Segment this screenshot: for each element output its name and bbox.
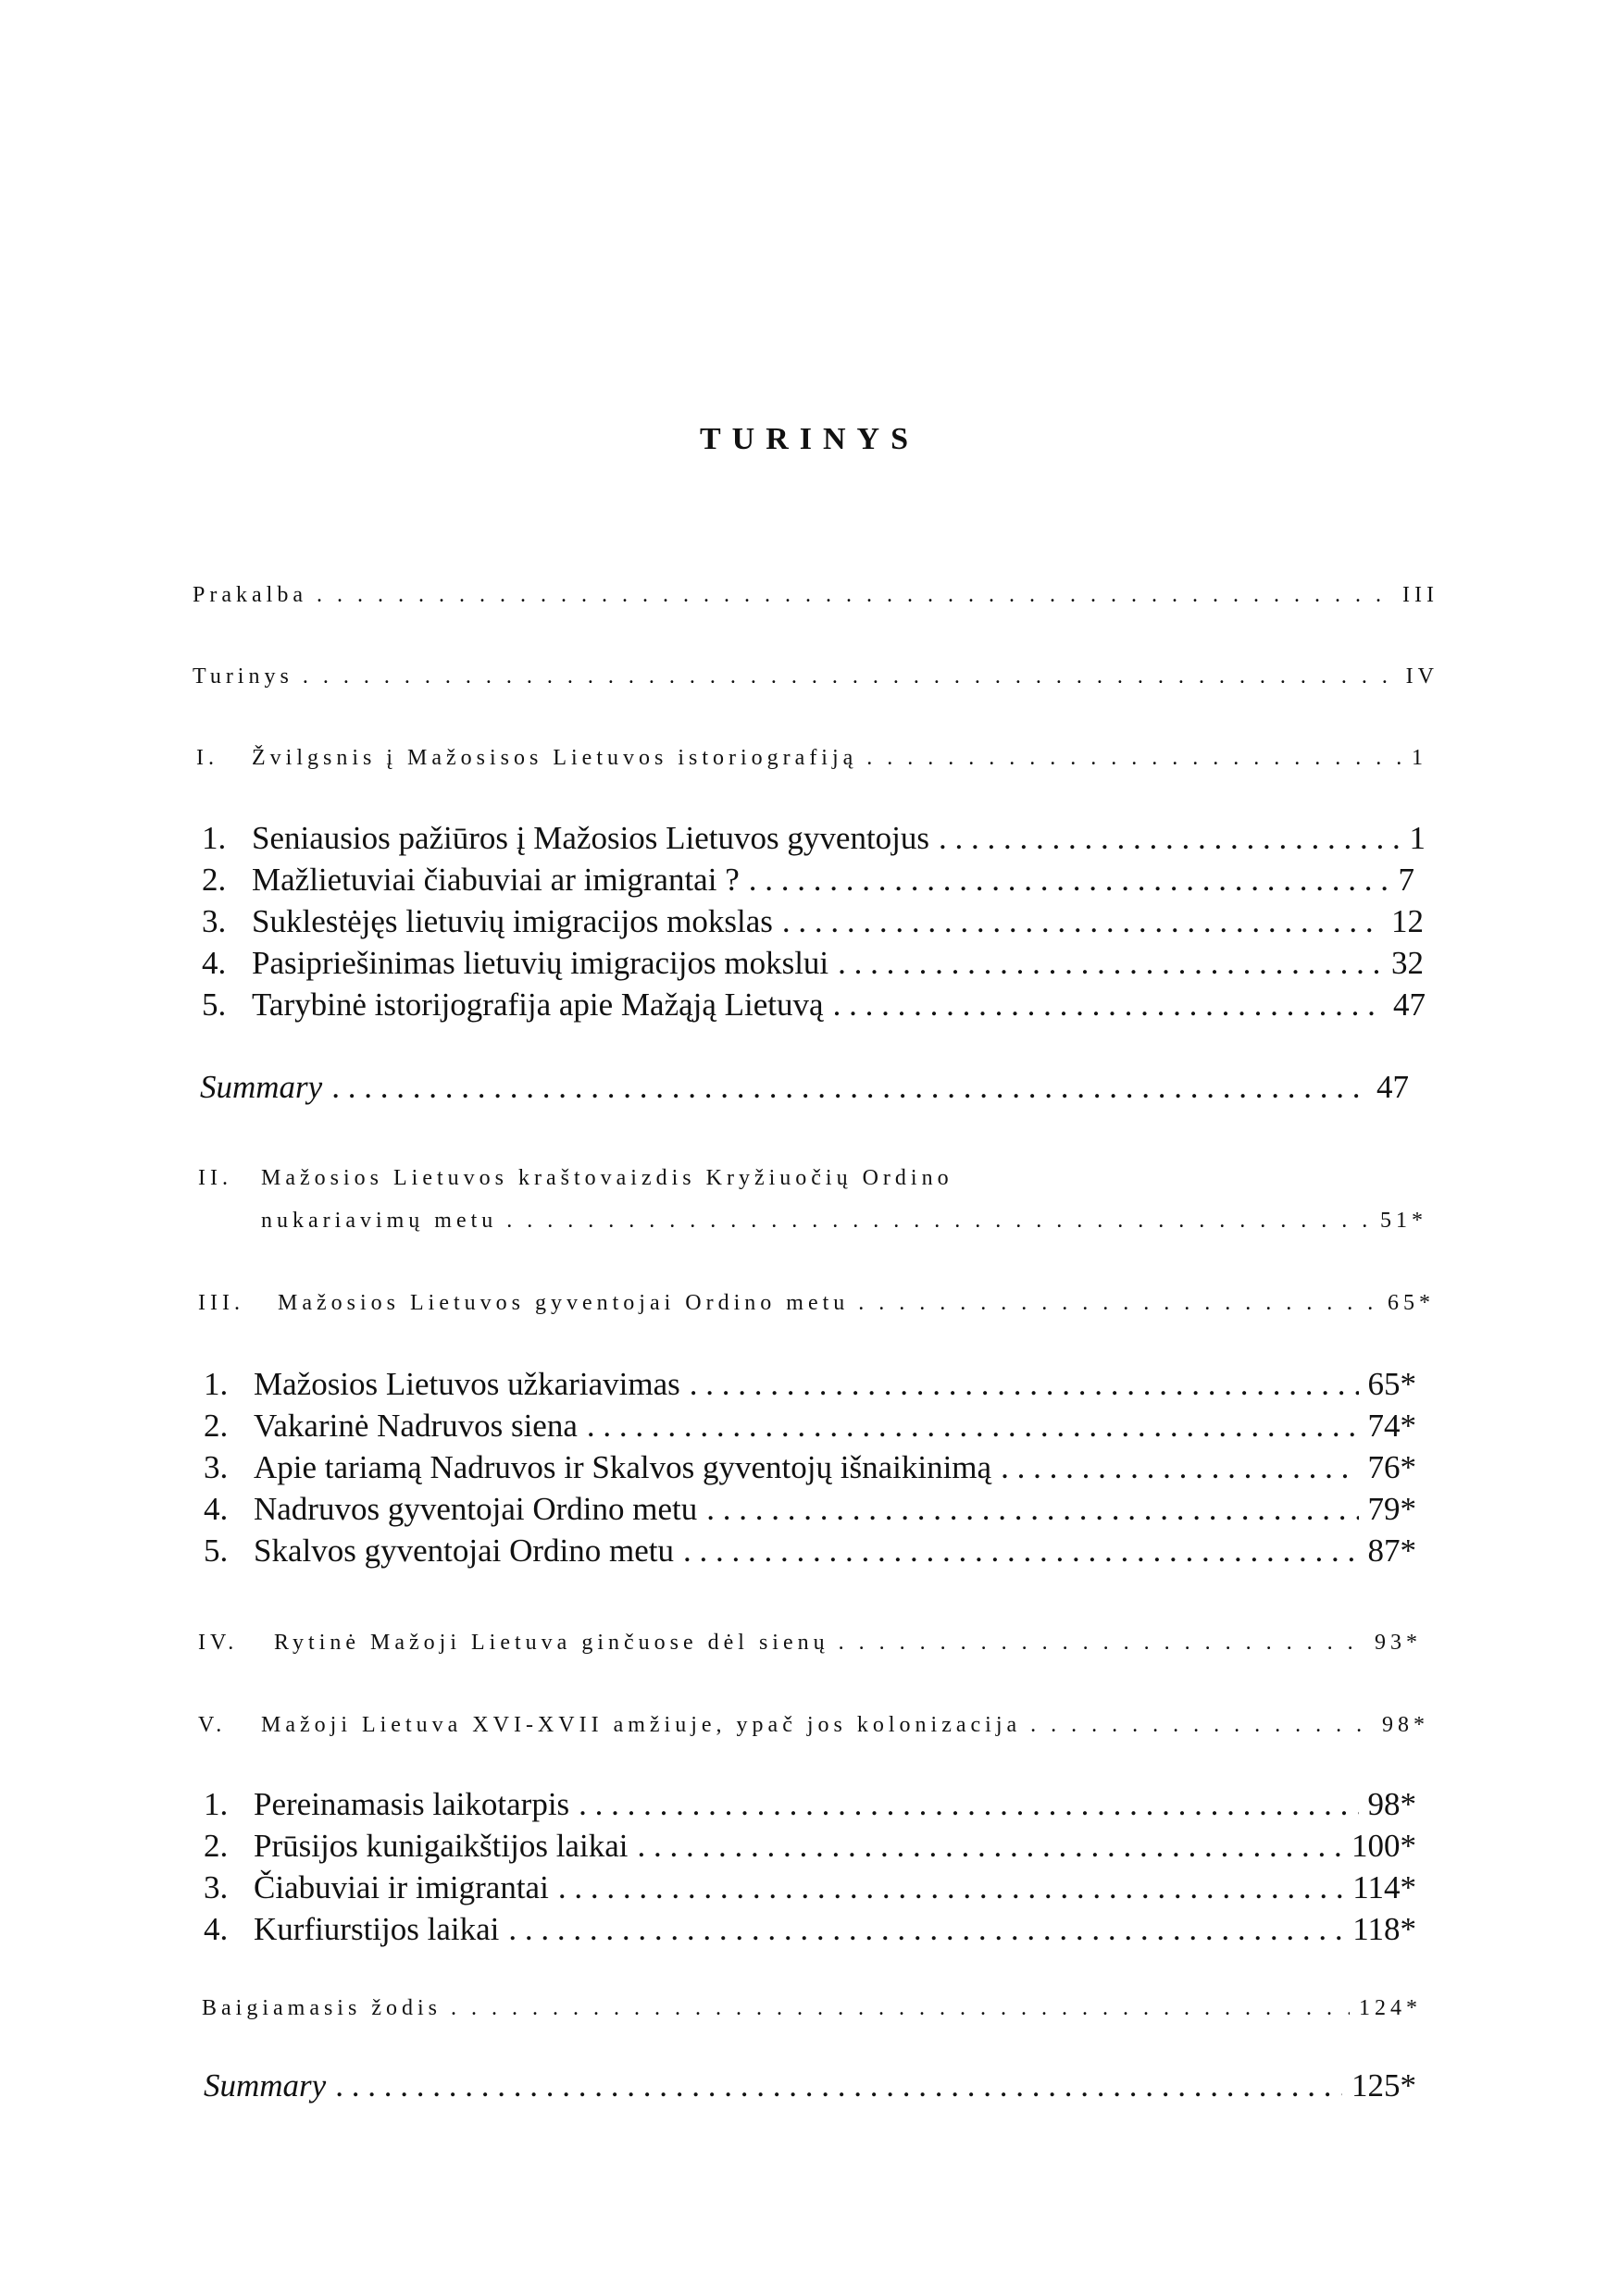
entry-page: 65*	[1388, 1291, 1435, 1315]
section-number: 3.	[204, 1449, 229, 1485]
entry-page: 1	[1409, 820, 1426, 856]
toc-summary-2[interactable]	[204, 2067, 1416, 2104]
toc-closing[interactable]	[202, 1996, 1422, 2021]
toc-chapter-2[interactable]	[261, 1209, 1427, 1234]
section-number: 4.	[204, 1911, 229, 1947]
leader-dots	[683, 1533, 1359, 1570]
toc-chapter-4[interactable]	[198, 1631, 1422, 1656]
entry-page: 124*	[1359, 1996, 1422, 2020]
toc-section[interactable]	[204, 1533, 1416, 1570]
entry-page: 93*	[1375, 1631, 1422, 1655]
toc-section[interactable]	[202, 945, 1424, 982]
toc-section[interactable]	[202, 987, 1426, 1024]
leader-dots	[331, 1069, 1367, 1106]
toc-section[interactable]	[204, 1869, 1416, 1906]
chapter-number: II.	[198, 1166, 232, 1190]
toc-chapter-3[interactable]	[198, 1291, 1435, 1316]
entry-page: 65*	[1367, 1366, 1416, 1402]
section-number: 2.	[202, 862, 227, 898]
entry-page: 76*	[1367, 1449, 1416, 1485]
leader-dots	[508, 1911, 1343, 1948]
entry-label: Summary	[200, 1069, 323, 1105]
section-number: 3.	[202, 903, 227, 939]
leader-dots	[303, 664, 1397, 689]
section-number: 2.	[204, 1828, 229, 1864]
entry-page: 1	[1412, 746, 1427, 770]
toc-summary-1[interactable]	[200, 1069, 1409, 1106]
section-title: Apie tariamą Nadruvos ir Skalvos gyventojų išnaikinimą	[254, 1449, 992, 1485]
leader-dots	[833, 987, 1384, 1024]
toc-entry-prakalba[interactable]	[193, 583, 1438, 608]
toc-section[interactable]	[202, 862, 1414, 899]
leader-dots	[838, 945, 1382, 982]
section-number: 1.	[202, 820, 227, 856]
toc-section[interactable]	[204, 1449, 1416, 1486]
entry-page: 87*	[1367, 1533, 1416, 1569]
leader-dots	[637, 1828, 1342, 1865]
entry-label: Summary	[204, 2067, 327, 2104]
section-number: 5.	[202, 987, 227, 1023]
toc-section[interactable]	[202, 903, 1424, 940]
entry-page: 98*	[1382, 1713, 1429, 1737]
entry-label: Baigiamasis žodis	[202, 1996, 442, 2020]
toc-section[interactable]	[202, 820, 1426, 857]
section-number: 4.	[202, 945, 227, 981]
chapter-title: Mažosios Lietuvos gyventojai Ordino metu	[278, 1291, 850, 1315]
section-number: 1.	[204, 1786, 229, 1822]
section-title: Vakarinė Nadruvos siena	[254, 1408, 578, 1444]
toc-section[interactable]	[204, 1828, 1416, 1865]
chapter-title: Mažoji Lietuva XVI-XVII amžiuje, ypač jos kolonizacija	[261, 1713, 1022, 1737]
entry-page: 47	[1393, 987, 1426, 1023]
section-title: Pereinamasis laikotarpis	[254, 1786, 570, 1822]
chapter-number: IV.	[198, 1631, 239, 1655]
toc-section[interactable]	[204, 1911, 1416, 1948]
chapter-title: Mažosios Lietuvos kraštovaizdis Kryžiuočių Ordino	[261, 1166, 953, 1190]
leader-dots	[1030, 1713, 1373, 1738]
entry-page: 12	[1391, 903, 1424, 939]
leader-dots	[749, 862, 1389, 899]
section-number: 4.	[204, 1491, 229, 1527]
entry-page: IV	[1405, 664, 1438, 689]
leader-dots	[335, 2067, 1342, 2104]
section-title: Pasipriešinimas lietuvių imigracijos mokslui	[252, 945, 829, 981]
section-title: Tarybinė istorijografija apie Mažąją Lietuvą	[252, 987, 824, 1023]
entry-page: 74*	[1367, 1408, 1416, 1444]
leader-dots	[506, 1209, 1371, 1234]
section-number: 2.	[204, 1408, 229, 1444]
toc-chapter-2-line1[interactable]	[198, 1166, 953, 1191]
chapter-title: Žvilgsnis į Mažosisos Lietuvos istoriografiją	[252, 746, 858, 770]
leader-dots	[782, 903, 1382, 940]
leader-dots	[858, 1291, 1378, 1316]
entry-page: III	[1402, 583, 1438, 607]
toc-entry-turinys[interactable]	[193, 664, 1438, 689]
section-title: Seniausios pažiūros į Mažosios Lietuvos gyventojus	[252, 820, 930, 856]
chapter-title-cont: nukariavimų metu	[261, 1209, 498, 1233]
section-number: 1.	[204, 1366, 229, 1402]
leader-dots	[587, 1408, 1359, 1445]
entry-page: 7	[1398, 862, 1414, 898]
section-number: 5.	[204, 1533, 229, 1569]
leader-dots	[939, 820, 1400, 857]
toc-section[interactable]	[204, 1366, 1416, 1403]
toc-section[interactable]	[204, 1786, 1416, 1823]
section-title: Mažosios Lietuvos užkariavimas	[254, 1366, 680, 1402]
chapter-number: III.	[198, 1291, 244, 1315]
entry-page: 51*	[1380, 1209, 1427, 1233]
leader-dots	[579, 1786, 1358, 1823]
section-title: Prūsijos kunigaikštijos laikai	[254, 1828, 629, 1864]
chapter-number: V.	[198, 1713, 227, 1737]
section-title: Čiabuviai ir imigrantai	[254, 1869, 549, 1905]
section-title: Skalvos gyventojai Ordino metu	[254, 1533, 674, 1569]
entry-page: 118*	[1352, 1911, 1416, 1947]
chapter-number: I.	[196, 746, 218, 770]
toc-chapter-5[interactable]	[198, 1713, 1429, 1738]
section-title: Nadruvos gyventojai Ordino metu	[254, 1491, 698, 1527]
leader-dots	[1001, 1449, 1358, 1486]
section-number: 3.	[204, 1869, 229, 1905]
entry-page: 100*	[1351, 1828, 1416, 1864]
entry-page: 79*	[1367, 1491, 1416, 1527]
page-title: TURINYS	[699, 422, 920, 456]
toc-section[interactable]	[204, 1491, 1416, 1528]
section-title: Kurfiurstijos laikai	[254, 1911, 500, 1947]
entry-label: Turinys	[193, 664, 293, 689]
leader-dots	[317, 583, 1393, 608]
entry-page: 125*	[1351, 2067, 1416, 2104]
leader-dots	[839, 1631, 1365, 1656]
entry-label: Prakalba	[193, 583, 307, 607]
toc-section[interactable]	[204, 1408, 1416, 1445]
leader-dots	[706, 1491, 1358, 1528]
leader-dots	[558, 1869, 1343, 1906]
entry-page: 98*	[1367, 1786, 1416, 1822]
entry-label	[196, 746, 857, 771]
entry-page: 32	[1391, 945, 1424, 981]
section-title: Mažlietuviai čiabuviai ar imigrantai ?	[252, 862, 740, 898]
entry-page: 47	[1376, 1069, 1409, 1105]
leader-dots	[451, 1996, 1350, 2021]
entry-page: 114*	[1352, 1869, 1416, 1905]
toc-chapter-1[interactable]	[196, 746, 1427, 771]
leader-dots	[866, 746, 1402, 771]
section-title: Suklestėjęs lietuvių imigracijos mokslas	[252, 903, 773, 939]
leader-dots	[690, 1366, 1359, 1403]
chapter-title: Rytinė Mažoji Lietuva ginčuose dėl sienų	[274, 1631, 829, 1655]
